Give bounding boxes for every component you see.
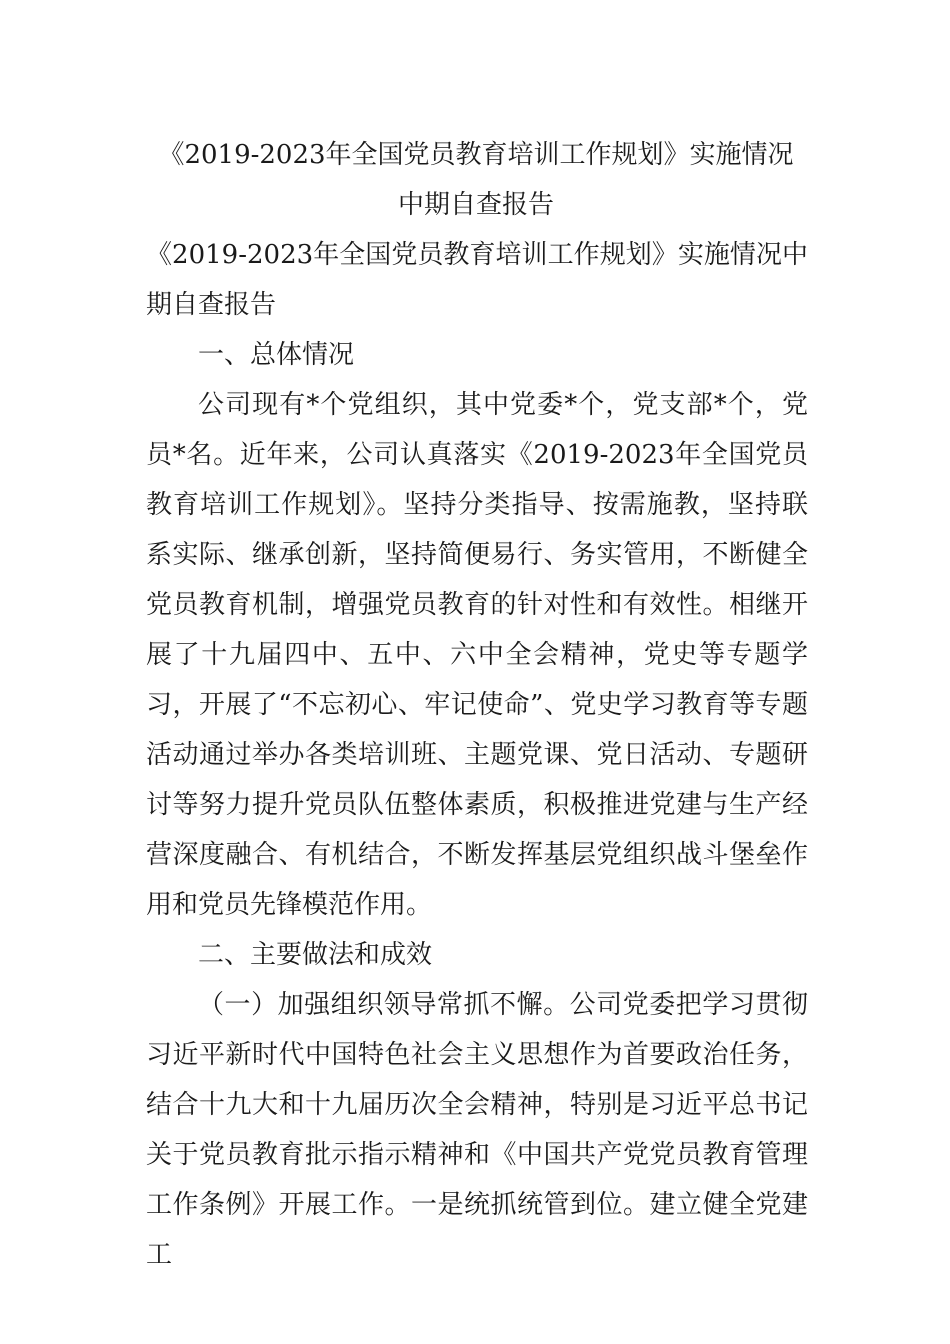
heading-main-practices: 二、主要做法和成效 xyxy=(198,940,433,970)
heading-overview: 一、总体情况 xyxy=(198,340,355,370)
paragraph-repeated-title: 《2019-2023年全国党员教育培训工作规划》实施情况中期自查报告 xyxy=(146,240,808,320)
document-title: 《2019-2023年全国党员教育培训工作规划》实施情况中期自查报告 xyxy=(158,140,794,220)
paragraph-overview: 公司现有*个党组织，其中党委*个，党支部*个，党员*名。近年来，公司认真落实《2019-2023年全国党员教育培训工作规划》。坚持分类指导、按需施教，坚持联系实际、继承创新，坚持简便易行、务实管用，不断健全党员教育机制，增强党员教育的针对性和有效性。相继开展了十九届四中、五中、六中全会精神，党史等专题学习，开展了“不忘初心、牢记使命”、党史学习教育等专题活动通过举办各类培训班、主题党课、党日活动、专题研讨等努力提升党员队伍整体素质，积极推进党建与生产经营深度融合、有机结合，不断发挥基层党组织战斗堡垒作用和党员先锋模范作用。 xyxy=(146,390,808,920)
document-body xyxy=(146,230,808,1280)
paragraph-organization-leadership: （一）加强组织领导常抓不懈。公司党委把学习贯彻习近平新时代中国特色社会主义思想作为首要政治任务，结合十九大和十九届历次全会精神，特别是习近平总书记关于党员教育批示指示精神和《中国共产党党员教育管理工作条例》开展工作。一是统抓统管到位。建立健全党建工 xyxy=(146,990,808,1270)
